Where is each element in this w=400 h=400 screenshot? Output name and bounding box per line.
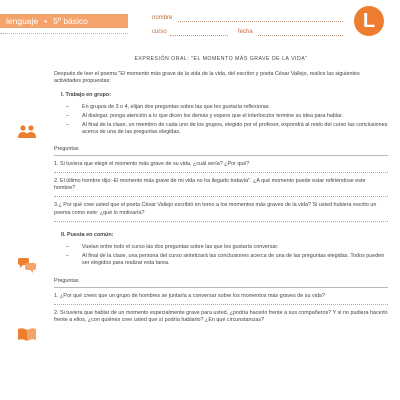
subject-label (6, 15, 94, 27)
question-item: 2. Si tuviera que hablar de un momento especialmente grave para usted, ¿podría hacerlo frente a sus compañeros? Y si no pudiera hacerlo frente a ellos, ¿con quiénes cree usted que sí podría hablarlo? ¿En qué circunstancias? (54, 310, 388, 324)
question-item: 1. Si tuviera que elegir el momento más grave de su vida, ¿cuál sería? ¿Por qué? (54, 156, 388, 173)
section-1-bullet: – En grupos de 3 o 4, elijan dos preguntas sobre las que les gustaría reflexionar. (54, 104, 388, 111)
name-label: nombre (152, 15, 173, 21)
separator-dot: • (44, 16, 48, 26)
course-field[interactable] (170, 35, 228, 36)
people-icon (17, 124, 37, 140)
intro-text: Después de leer el poema "El momento más grave de la vida de la vida, del escritor y poeta César Vallejo, realice las siguientes actividades propuestas: (54, 71, 360, 85)
subject-badge: L (354, 6, 384, 36)
section-2-bullet: – Vuelan entre todo el curso las dos preguntas sobre las que les gustaría conversar. (54, 244, 388, 251)
date-label: fecha (238, 29, 253, 35)
grade-label: 5º básico (53, 16, 88, 26)
section-1-heading: I. Trabajo en grupo: (61, 91, 112, 98)
header-dotted-line (0, 33, 128, 34)
questions-1-label: Preguntas (54, 145, 79, 152)
question-item: 1. ¿Por qué crees que un grupo de hombres se juntaría a conversar sobre los momentos más graves de su vida? (54, 288, 388, 305)
date-field[interactable] (258, 35, 343, 36)
section-2-heading: II. Puesta en común: (61, 231, 114, 238)
worksheet-body (54, 56, 388, 328)
speech-bubbles-icon (17, 257, 37, 273)
questions-2-label: Preguntas (54, 277, 79, 284)
section-1-bullet: – Al dialogar, ponga atención a lo que dicen los demás y espere que el interlocutor termine su idea para hablar. (54, 113, 388, 120)
question-item: 2. El último hombre dijo:-El momento más grave de mi vida no ha llegado todavía". ¿A qué momento puede estar refiriéndose este hombre? (54, 173, 388, 197)
worksheet-header (0, 0, 400, 46)
section-2-bullet: – Al final de la clase, una persona del curso sintetizará las conclusiones acerca de una de las preguntas elegidas. Todos pueden ser elegidos para realizar esta tarea. (54, 253, 388, 267)
subject-name: lenguaje (6, 16, 39, 26)
page-title: EXPRESIÓN ORAL: "EL MOMENTO MÁS GRAVE DE LA VIDA" (134, 56, 308, 62)
question-item: 3.¿ Por qué cree usted que el poeta César Vallejo escribió en torno a los momentos más graves de la vida? Si usted hubiera escrito un poema como este: ¿qué lo motivaría? (54, 197, 388, 221)
section-1-bullet: – Al final de la clase, un miembro de cada uno de los grupos, elegido por el profesor, expondrá al resto del curso las conclusiones acerca de una de las preguntas elegidas. (54, 122, 388, 136)
course-label: curso (152, 29, 167, 35)
name-field[interactable] (178, 21, 343, 22)
open-book-icon (17, 326, 37, 342)
